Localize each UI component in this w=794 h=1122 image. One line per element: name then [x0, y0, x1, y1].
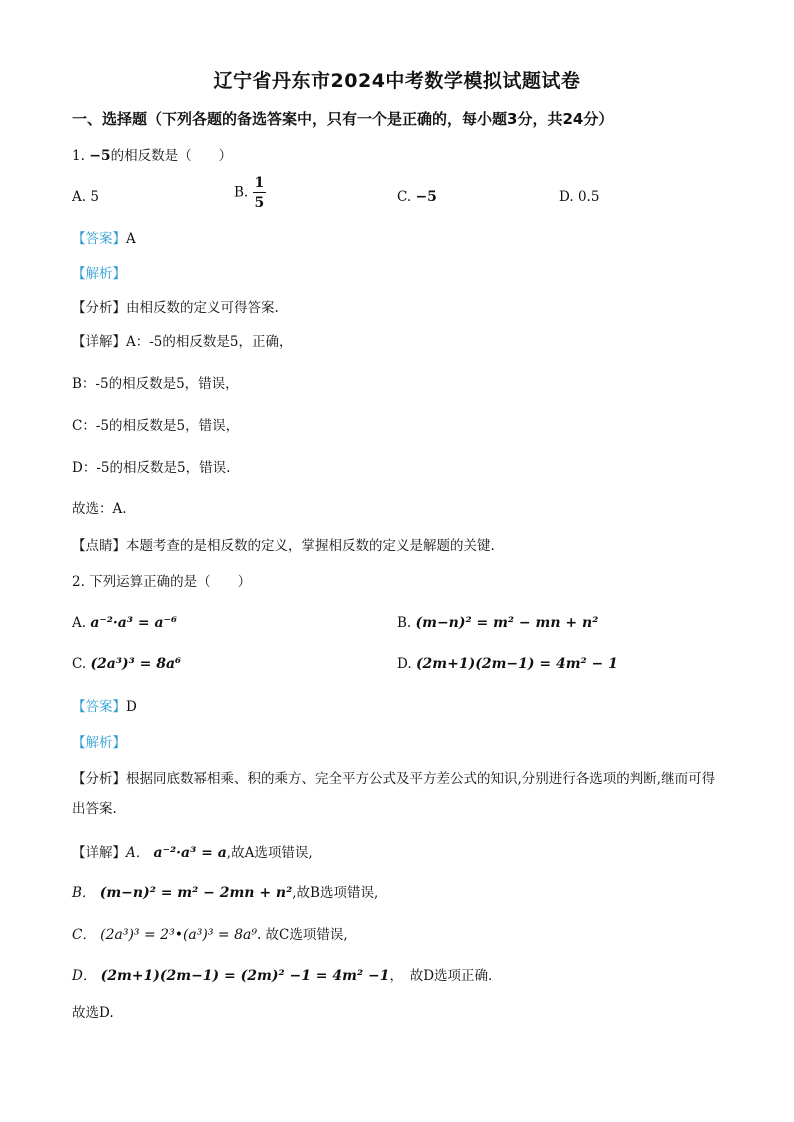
- answer-value: D: [126, 699, 137, 715]
- detail-expression: a⁻²·a³ = a: [153, 845, 227, 861]
- question-2-option-a: [72, 615, 177, 631]
- detail-text: ,故B选项错误,: [292, 885, 379, 901]
- option-expression: a⁻²·a³ = a⁻⁶: [90, 615, 178, 631]
- detail-label: A．: [126, 845, 150, 861]
- option-expression: (2a³)³ = 8a⁶: [90, 656, 182, 672]
- question-2-option-d: [397, 656, 618, 672]
- option-label: B.: [234, 184, 249, 201]
- question-1-option-b: [234, 176, 266, 210]
- fraction-denominator: 5: [254, 195, 265, 211]
- option-label: D.: [397, 656, 412, 672]
- question-1-choice: 故选：A.: [72, 501, 127, 517]
- document-title: 辽宁省丹东市2024中考数学模拟试题试卷: [213, 70, 581, 92]
- question-2-detail-c: [72, 926, 348, 944]
- option-label: D.: [559, 189, 574, 205]
- option-label: C.: [397, 189, 412, 205]
- dianjing-text: 本题考查的是相反数的定义，掌握相反数的定义是解题的关键.: [126, 538, 495, 554]
- detail-label: D．: [72, 968, 97, 984]
- detail-text: . 故C选项错误,: [256, 927, 348, 943]
- question-2-analysis-tag: 【解析】: [72, 735, 126, 751]
- detail-expression: (2a³)³ = 2³•(a³)³ = 8a⁹: [100, 927, 257, 943]
- option-expression: (m−n)² = m² − mn + n²: [415, 615, 599, 631]
- question-2-option-b: [397, 615, 598, 631]
- question-1-number: 1.: [72, 148, 85, 164]
- option-label: A.: [72, 189, 87, 205]
- detail-tag: 【详解】: [72, 334, 126, 350]
- question-2-fenxi: [72, 764, 724, 824]
- option-value: 5: [90, 189, 99, 205]
- question-1-detail-d: D：-5的相反数是5，错误.: [72, 460, 231, 476]
- question-1-stem: [72, 147, 232, 165]
- question-1-detail-b: B：-5的相反数是5，错误，: [72, 376, 239, 392]
- question-1-analysis-tag: 【解析】: [72, 266, 126, 282]
- question-1-option-c: [397, 189, 437, 205]
- fenxi-text: 由相反数的定义可得答案.: [126, 300, 279, 316]
- question-1-dianjing: [72, 537, 495, 555]
- question-1-expression: −5: [89, 148, 111, 164]
- detail-text: A：-5的相反数是5，正确，: [126, 334, 293, 350]
- question-1-detail-c: C：-5的相反数是5，错误，: [72, 418, 240, 434]
- option-label: B.: [397, 615, 412, 631]
- option-expression: (2m+1)(2m−1) = 4m² − 1: [415, 656, 618, 672]
- detail-text: ， 故D选项正确.: [389, 968, 493, 984]
- fenxi-tag: 【分析】: [72, 300, 126, 316]
- option-label: C.: [72, 656, 87, 672]
- answer-tag: 【答案】: [72, 231, 126, 247]
- question-2-detail-b: [72, 884, 378, 902]
- dianjing-tag: 【点睛】: [72, 538, 126, 554]
- fraction: [253, 176, 267, 210]
- question-2-detail-a: [72, 844, 313, 862]
- fenxi-text: 根据同底数幂相乘、积的乘方、完全平方公式及平方差公式的知识,分别进行各选项的判断,继而可得出答案.: [72, 771, 716, 817]
- detail-label: C．: [72, 927, 96, 943]
- fenxi-tag: 【分析】: [72, 771, 126, 787]
- question-1-option-d: [559, 189, 599, 205]
- option-label: A.: [72, 615, 87, 631]
- option-value: 0.5: [577, 189, 600, 205]
- detail-text: ,故A选项错误,: [226, 845, 313, 861]
- question-1-fenxi: [72, 299, 279, 317]
- detail-tag: 【详解】: [72, 845, 126, 861]
- question-1-option-a: [72, 189, 99, 205]
- question-2-answer: [72, 698, 137, 716]
- answer-tag: 【答案】: [72, 699, 126, 715]
- answer-value: A: [126, 231, 136, 247]
- question-1-detail-a: [72, 333, 293, 351]
- section-heading-multiple-choice: 一、选择题（下列各题的备选答案中，只有一个是正确的，每小题3分，共24分）: [72, 110, 614, 128]
- question-2-detail-d: [72, 967, 492, 985]
- detail-expression: (m−n)² = m² − 2mn + n²: [99, 885, 293, 901]
- question-1-text: 的相反数是（ ）: [110, 148, 233, 164]
- detail-expression: (2m+1)(2m−1) = (2m)² −1 = 4m² −1: [100, 968, 390, 984]
- question-1-answer: [72, 230, 136, 248]
- fraction-numerator: 1: [254, 175, 265, 191]
- option-value: −5: [415, 189, 437, 205]
- question-2-choice: 故选D.: [72, 1005, 114, 1021]
- detail-label: B．: [72, 885, 96, 901]
- question-2-stem: 2. 下列运算正确的是（ ）: [72, 574, 252, 590]
- question-2-option-c: [72, 656, 181, 672]
